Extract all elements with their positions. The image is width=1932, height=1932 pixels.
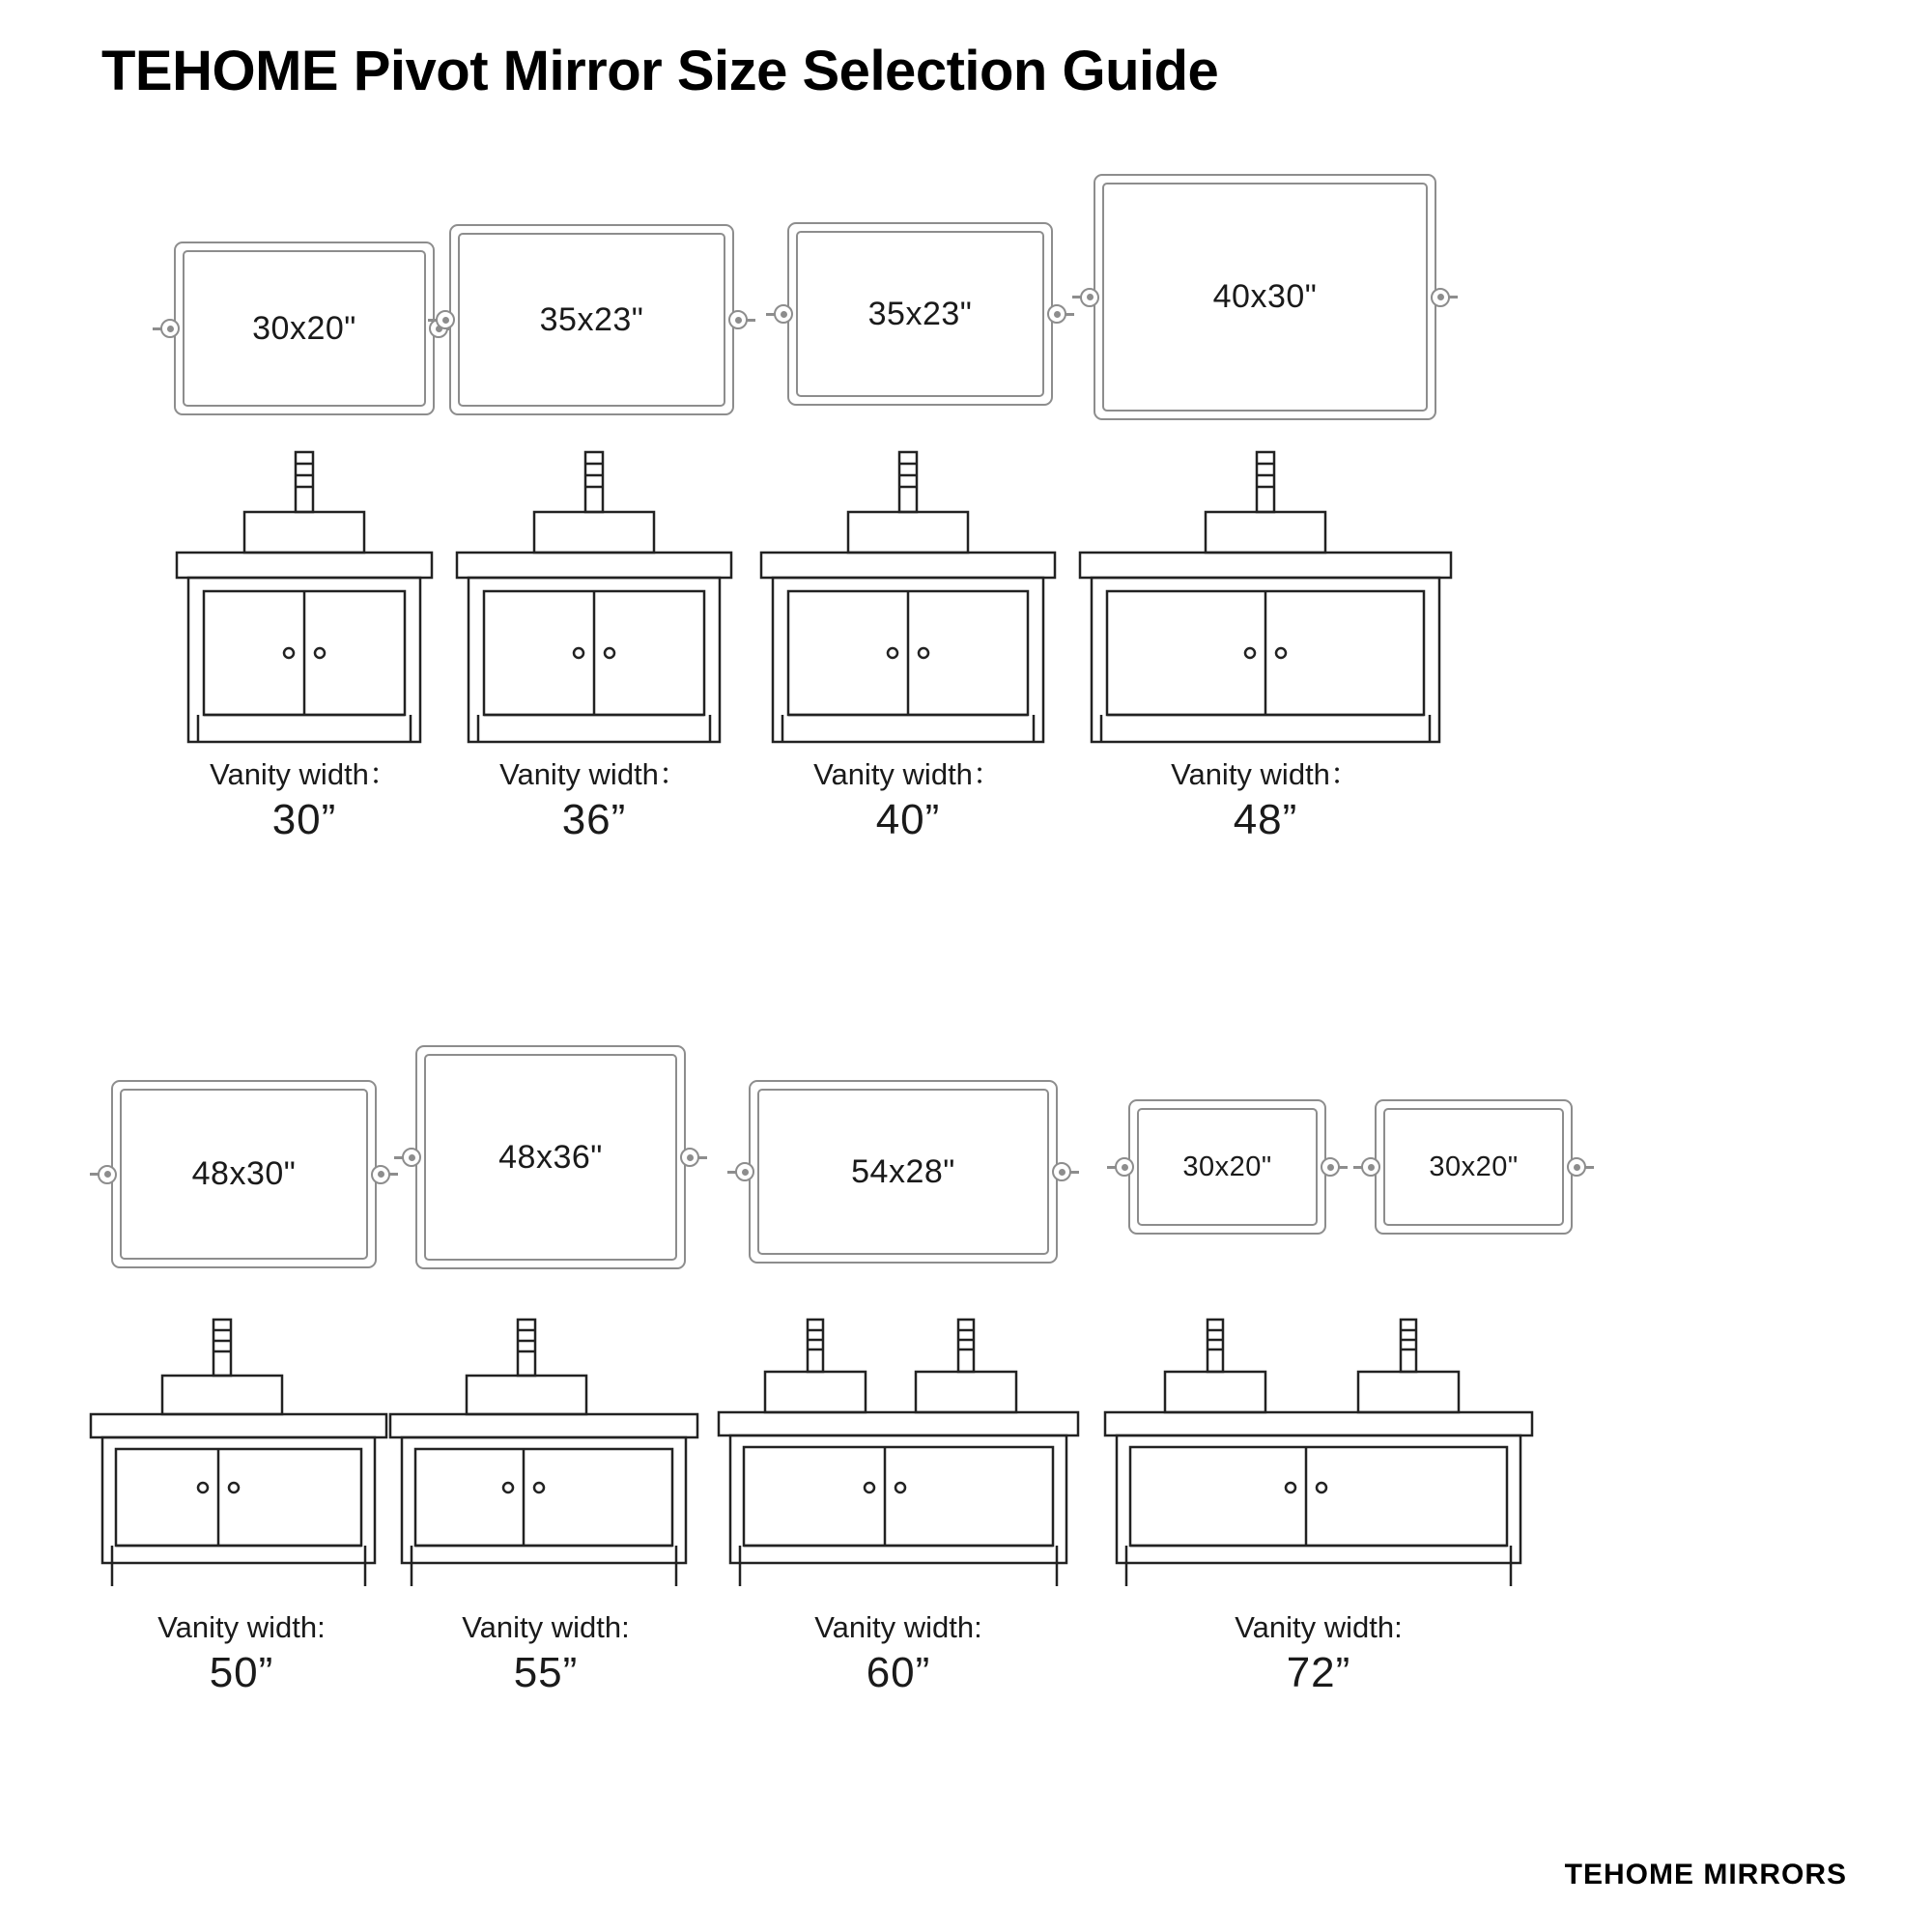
mirror-area xyxy=(145,155,464,444)
vanity-area xyxy=(1063,444,1488,744)
guide-cell xyxy=(744,155,1072,847)
mirror-35x23[interactable] xyxy=(449,224,734,415)
mirror-size-label: 30x20" xyxy=(1429,1151,1519,1182)
vanity-area xyxy=(744,444,1072,744)
vanity-width-label: Vanity width: xyxy=(462,1610,630,1644)
mirror-30x20-right[interactable] xyxy=(1375,1099,1573,1235)
pivot-hinge-left-icon xyxy=(1115,1157,1134,1177)
vanity-width-label: Vanity width: xyxy=(1235,1610,1403,1644)
mirror-size-label: 35x23" xyxy=(867,295,973,332)
guide-cell xyxy=(1092,1024,1546,1700)
mirror-30x20[interactable] xyxy=(174,242,435,415)
mirror-area xyxy=(1092,1024,1546,1314)
mirror-48x30[interactable] xyxy=(111,1080,377,1268)
vanity-width-label: Vanity width： xyxy=(499,757,689,791)
mirror-area xyxy=(435,155,753,444)
pivot-hinge-left-icon xyxy=(436,310,455,329)
vanity-width-label: Vanity width： xyxy=(1171,757,1360,791)
pivot-hinge-right-icon xyxy=(1052,1162,1071,1181)
vanity-width-label: Vanity width： xyxy=(210,757,399,791)
pivot-hinge-left-icon xyxy=(98,1165,117,1184)
vanity-area xyxy=(705,1314,1092,1589)
vanity-single-sink xyxy=(744,444,1072,744)
vanity-width-value: 55” xyxy=(513,1648,579,1696)
mirror-area xyxy=(77,1024,406,1314)
pivot-hinge-left-icon xyxy=(735,1162,754,1181)
guide-cell xyxy=(77,1024,406,1700)
mirror-area xyxy=(705,1024,1092,1314)
vanity-caption xyxy=(705,1610,1092,1700)
guide-cell xyxy=(145,155,464,847)
vanity-caption xyxy=(77,1610,406,1700)
pivot-hinge-right-icon xyxy=(680,1148,699,1167)
vanity-single-sink xyxy=(440,444,749,744)
vanity-width-label: Vanity width： xyxy=(813,757,1003,791)
vanity-area xyxy=(145,444,464,744)
vanity-single-sink xyxy=(377,1314,715,1589)
mirror-row-1 xyxy=(0,155,1932,956)
mirror-40x30[interactable] xyxy=(1094,174,1436,420)
mirror-48x36[interactable] xyxy=(415,1045,686,1269)
vanity-area xyxy=(77,1314,406,1589)
guide-cell xyxy=(435,155,753,847)
mirror-size-label: 48x36" xyxy=(498,1138,603,1176)
mirror-area xyxy=(744,155,1072,444)
vanity-width-label: Vanity width: xyxy=(814,1610,982,1644)
vanity-width-value: 48” xyxy=(1233,795,1298,843)
vanity-single-sink xyxy=(77,1314,406,1589)
pivot-hinge-left-icon xyxy=(774,304,793,324)
pivot-hinge-right-icon xyxy=(1321,1157,1340,1177)
guide-cell xyxy=(1063,155,1488,847)
vanity-width-value: 72” xyxy=(1286,1648,1351,1696)
pivot-hinge-left-icon xyxy=(402,1148,421,1167)
mirror-30x20-left[interactable] xyxy=(1128,1099,1326,1235)
brand-footer: TEHOME MIRRORS xyxy=(1564,1859,1847,1890)
vanity-width-value: 40” xyxy=(875,795,941,843)
vanity-caption xyxy=(744,757,1072,847)
page-title: TEHOME Pivot Mirror Size Selection Guide xyxy=(101,40,1219,102)
mirror-area xyxy=(1063,155,1488,444)
pivot-hinge-left-icon xyxy=(1080,288,1099,307)
pivot-hinge-left-icon xyxy=(160,319,180,338)
guide-cell xyxy=(705,1024,1092,1700)
vanity-single-sink xyxy=(1063,444,1468,744)
mirror-size-label: 30x20" xyxy=(252,309,356,347)
pivot-hinge-left-icon xyxy=(1361,1157,1380,1177)
mirror-size-label: 35x23" xyxy=(539,300,644,338)
vanity-width-value: 50” xyxy=(209,1648,274,1696)
mirror-area xyxy=(377,1024,715,1314)
vanity-caption xyxy=(1092,1610,1546,1700)
mirror-54x28[interactable] xyxy=(749,1080,1058,1264)
vanity-single-sink xyxy=(159,444,449,744)
vanity-width-value: 30” xyxy=(271,795,337,843)
mirror-row-2 xyxy=(0,1024,1932,1826)
mirror-size-label: 40x30" xyxy=(1212,278,1318,315)
vanity-area xyxy=(435,444,753,744)
mirror-size-label: 48x30" xyxy=(191,1155,297,1192)
vanity-width-label: Vanity width: xyxy=(157,1610,326,1644)
vanity-caption xyxy=(1063,757,1468,847)
vanity-double-sink xyxy=(1092,1314,1546,1589)
guide-cell xyxy=(377,1024,715,1700)
pivot-hinge-right-icon xyxy=(1431,288,1450,307)
mirror-35x23[interactable] xyxy=(787,222,1053,406)
vanity-double-sink xyxy=(705,1314,1092,1589)
vanity-area xyxy=(1092,1314,1546,1589)
pivot-hinge-right-icon xyxy=(1567,1157,1586,1177)
vanity-area xyxy=(377,1314,715,1589)
vanity-caption xyxy=(377,1610,715,1700)
vanity-caption xyxy=(435,757,753,847)
mirror-size-label: 54x28" xyxy=(851,1152,955,1190)
vanity-width-value: 36” xyxy=(561,795,627,843)
vanity-width-value: 60” xyxy=(866,1648,931,1696)
mirror-size-label: 30x20" xyxy=(1182,1151,1272,1182)
vanity-caption xyxy=(145,757,464,847)
